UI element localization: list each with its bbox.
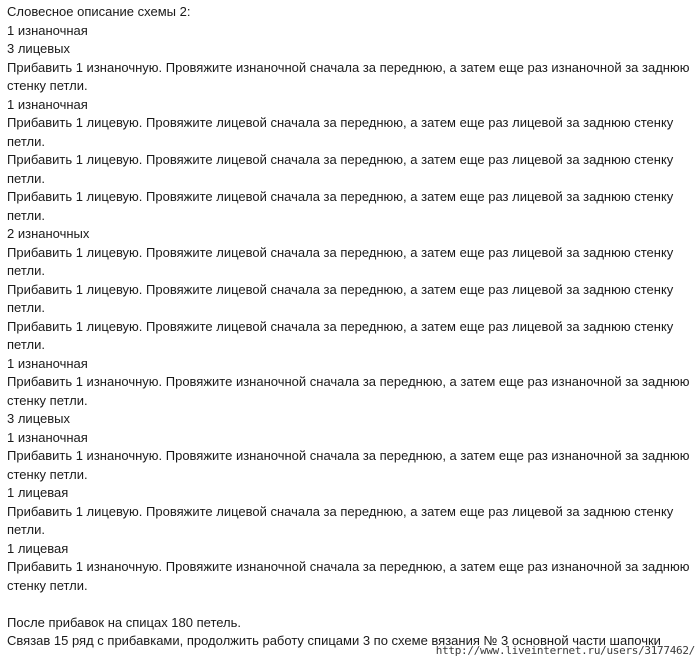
instruction-line: Прибавить 1 лицевую. Провяжите лицевой сначала за переднюю, а затем еще раз лицевой за заднюю стенку петли.: [7, 503, 674, 537]
instruction-line: Прибавить 1 изнаночную. Провяжите изнаночной сначала за переднюю, а затем еще раз изнаночной за заднюю стенку петли.: [7, 374, 690, 408]
instruction-line: Прибавить 1 лицевую. Провяжите лицевой сначала за переднюю, а затем еще раз лицевой за заднюю стенку петли.: [7, 281, 674, 315]
instruction-line: 3 лицевых: [7, 411, 70, 426]
document-body: [7, 3, 695, 651]
instruction-line: 1 лицевая: [7, 485, 69, 500]
instruction-line: Прибавить 1 лицевую. Провяжите лицевой сначала за переднюю, а затем еще раз лицевой за заднюю стенку петли.: [7, 115, 674, 149]
instruction-line: 1 изнаночная: [7, 22, 88, 38]
instruction-line: 1 лицевая: [7, 540, 69, 556]
instruction-line: 1 изнаночная: [7, 96, 88, 112]
instruction-line: 3 лицевых: [7, 41, 70, 56]
instruction-line: Прибавить 1 лицевую. Провяжите лицевой сначала за переднюю, а затем еще раз лицевой за заднюю стенку петли.: [7, 318, 674, 352]
paragraph-spacer: [7, 595, 695, 614]
after-increase-text: После прибавок на спицах 180 петель.: [7, 614, 242, 630]
instruction-line: 1 изнаночная: [7, 355, 88, 371]
instruction-line: Прибавить 1 изнаночную. Провяжите изнаночной сначала за переднюю, а затем еще раз изнаночной за заднюю стенку петли.: [7, 448, 690, 482]
instruction-line: Прибавить 1 лицевую. Провяжите лицевой сначала за переднюю, а затем еще раз лицевой за заднюю стенку петли.: [7, 189, 674, 223]
instruction-line: Прибавить 1 лицевую. Провяжите лицевой сначала за переднюю, а затем еще раз лицевой за заднюю стенку петли.: [7, 152, 674, 186]
instruction-line: Прибавить 1 изнаночную. Провяжите изнаночной сначала за переднюю, а затем еще раз изнаночной за заднюю стенку петли.: [7, 59, 690, 93]
instruction-line: 2 изнаночных: [7, 226, 90, 241]
instruction-line: Прибавить 1 изнаночную. Провяжите изнаночной сначала за переднюю, а затем еще раз изнаночной за заднюю стенку петли.: [7, 559, 690, 593]
source-watermark: http://www.liveinternet.ru/users/3177462/: [435, 644, 695, 657]
document-title: Словесное описание схемы 2:: [7, 4, 191, 19]
instruction-line: 1 изнаночная: [7, 429, 88, 445]
instruction-line: Прибавить 1 лицевую. Провяжите лицевой сначала за переднюю, а затем еще раз лицевой за заднюю стенку петли.: [7, 244, 674, 278]
continuation-text: Связав 15 ряд с прибавками, продолжить работу спицами 3 по схеме вязания № 3 основной части шапочки: [7, 633, 661, 648]
